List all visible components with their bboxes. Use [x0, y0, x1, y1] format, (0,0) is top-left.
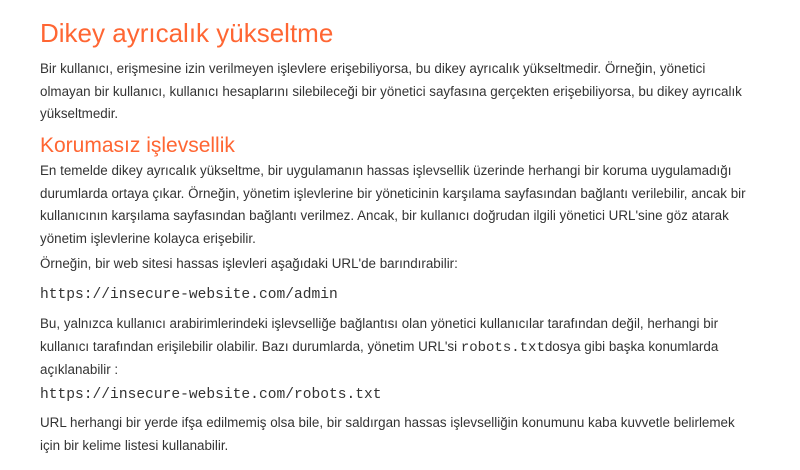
intro-paragraph: Bir kullanıcı, erişmesine izin verilmeyen işlevlere erişebiliyorsa, bu dikey ayrıcalık yükseltmedir. Örneğin, yönetici olmayan bir kullanıcı, kullanıcı hesaplarını silebileceği bir yönetici sayfasına gerçekten erişebiliyorsa, bu dikey ayrıcalık yükseltmedir. [40, 61, 742, 121]
paragraph-unprotected-functionality: En temelde dikey ayrıcalık yükseltme, bir uygulamanın hassas işlevsellik üzerinde herhangi bir koruma uygulamadığı durumlarda ortaya çıkar. Örneğin, yönetim işlevlerine bir yöneticinin karşılama sayfasından bağlantı verilebilir, ancak bir kullanıcının karşılama sayfasından bağlantı verilmez. Ancak, bir kullanıcı doğrudan ilgili yönetici URL'sine göz atarak yönetim işlevlerine kolayca erişebilir. [40, 163, 746, 246]
section-heading: Korumasız işlevsellik [40, 134, 235, 157]
page-title: Dikey ayrıcalık yükseltme [40, 18, 334, 48]
code-robots-url: https://insecure-website.com/robots.txt [40, 387, 382, 403]
paragraph-robots-text-before: Bu, yalnızca kullanıcı arabirimlerindeki işlevselliğe bağlantısı olan yönetici kullanıcılar tarafından değil, herhangi bir kullanıcı tarafından erişilebilir olabilir. Bazı durumlarda, yönetim URL'si [40, 316, 719, 354]
inline-code-robots-txt: robots.txt [460, 339, 545, 356]
paragraph-robots-disclosure [40, 313, 756, 382]
paragraph-wordlist-bruteforce: URL herhangi bir yerde ifşa edilmemiş olsa bile, bir saldırgan hassas işlevselliğin konumunu kaba kuvvetle belirlemek için bir kelime listesi kullanabilir. [40, 415, 735, 453]
paragraph-robots-text-after: dosya gibi başka konumlarda açıklanabilir : [40, 338, 719, 377]
code-admin-url: https://insecure-website.com/admin [40, 287, 338, 303]
paragraph-example-url-intro: Örneğin, bir web sitesi hassas işlevleri aşağıdaki URL'de barındırabilir: [40, 256, 458, 271]
